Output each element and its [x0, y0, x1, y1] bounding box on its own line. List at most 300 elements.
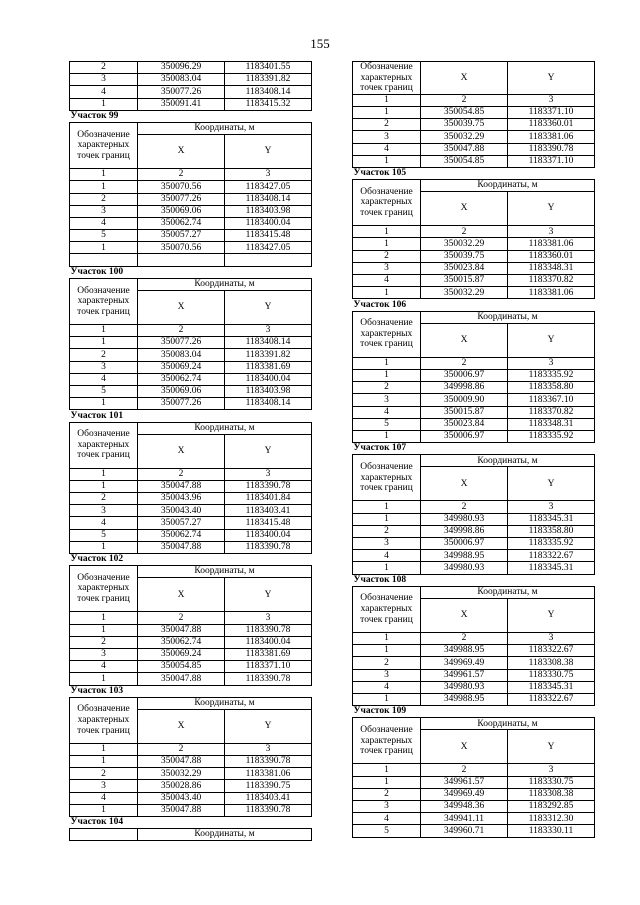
column-number: 1 [353, 357, 421, 369]
point-number: 2 [70, 62, 138, 74]
point-number: 3 [353, 131, 421, 143]
table-row [353, 513, 595, 525]
column-number: 2 [421, 94, 508, 106]
table-row [70, 768, 312, 780]
point-number: 3 [70, 74, 138, 86]
section-title: Участок 106 [353, 299, 407, 310]
table-row [70, 242, 312, 254]
x-header: X [138, 291, 225, 325]
y-coordinate: 1183381.06 [508, 287, 595, 299]
y-coordinate: 1183335.92 [508, 538, 595, 550]
y-coordinate: 1183403.41 [225, 505, 312, 517]
y-coordinate: 1183400.04 [225, 529, 312, 541]
point-number: 4 [353, 681, 421, 693]
section-title-row [353, 574, 595, 586]
point-number: 2 [353, 250, 421, 262]
x-coordinate: 349969.49 [421, 657, 508, 669]
y-coordinate: 1183403.98 [225, 205, 312, 217]
column-number-row [353, 94, 595, 106]
point-number: 3 [353, 538, 421, 550]
x-coordinate: 350039.75 [421, 119, 508, 131]
empty-cell [70, 829, 138, 841]
point-number: 4 [353, 813, 421, 825]
column-number: 1 [353, 94, 421, 106]
y-coordinate: 1183345.31 [508, 562, 595, 574]
column-number-row [353, 226, 595, 238]
x-coordinate: 350091.41 [138, 98, 225, 110]
designation-header: Обозначение характерных точек границ [353, 180, 421, 226]
designation-header: Обозначение характерных точек границ [353, 586, 421, 632]
section-title-row [70, 110, 312, 122]
point-number: 1 [70, 398, 138, 410]
header-row [70, 829, 312, 841]
point-number: 5 [70, 230, 138, 242]
table-row [70, 673, 312, 685]
x-coordinate: 350006.97 [421, 369, 508, 381]
x-coordinate: 350054.85 [138, 661, 225, 673]
x-header: X [421, 598, 508, 632]
table-row [70, 86, 312, 98]
header-row [353, 180, 595, 192]
table-row [353, 287, 595, 299]
x-coordinate: 350032.29 [421, 287, 508, 299]
y-coordinate: 1183391.82 [225, 74, 312, 86]
coords-header: Координаты, м [421, 455, 595, 467]
table-row [70, 517, 312, 529]
section-title: Участок 100 [70, 266, 124, 277]
y-header: Y [508, 598, 595, 632]
designation-header: Обозначение характерных точек границ [70, 422, 138, 468]
x-coordinate: 350054.85 [421, 106, 508, 118]
y-coordinate: 1183358.80 [508, 525, 595, 537]
x-coordinate: 350077.26 [138, 193, 225, 205]
x-header: X [138, 434, 225, 468]
table-row [353, 562, 595, 574]
x-coordinate: 350015.87 [421, 275, 508, 287]
y-coordinate: 1183415.32 [225, 98, 312, 110]
x-coordinate: 350043.40 [138, 792, 225, 804]
point-number: 3 [353, 669, 421, 681]
table-row [70, 661, 312, 673]
column-number: 2 [138, 612, 225, 624]
section-title: Участок 109 [353, 706, 407, 717]
y-coordinate: 1183381.06 [508, 238, 595, 250]
section-title-row [353, 443, 595, 455]
y-coordinate: 1183390.78 [508, 143, 595, 155]
y-coordinate: 1183381.69 [225, 361, 312, 373]
table-row [70, 804, 312, 816]
column-number-row [353, 501, 595, 513]
y-coordinate: 1183371.10 [508, 106, 595, 118]
y-coordinate: 1183370.82 [508, 406, 595, 418]
header-row [353, 455, 595, 467]
x-coordinate: 350069.24 [138, 648, 225, 660]
y-header: Y [508, 323, 595, 357]
y-coordinate: 1183348.31 [508, 418, 595, 430]
y-coordinate: 1183335.92 [508, 430, 595, 442]
x-coordinate: 350043.40 [138, 505, 225, 517]
table-row [353, 693, 595, 705]
column-number-row [70, 325, 312, 337]
table-row [353, 813, 595, 825]
point-number: 2 [353, 382, 421, 394]
designation-header: Обозначение характерных точек границ [70, 122, 138, 168]
point-number: 1 [70, 242, 138, 254]
table-row [353, 155, 595, 167]
header-row [70, 422, 312, 434]
y-coordinate: 1183322.67 [508, 645, 595, 657]
point-number: 4 [353, 406, 421, 418]
left-column [69, 61, 311, 841]
x-coordinate: 350057.27 [138, 517, 225, 529]
point-number: 1 [70, 181, 138, 193]
table-row [353, 418, 595, 430]
header-row [353, 586, 595, 598]
point-number: 1 [70, 756, 138, 768]
column-number: 1 [70, 169, 138, 181]
point-number: 1 [70, 541, 138, 553]
point-number: 3 [70, 780, 138, 792]
table-row [353, 106, 595, 118]
x-coordinate: 349980.93 [421, 513, 508, 525]
section-title: Участок 104 [70, 817, 124, 828]
designation-header: Обозначение характерных точек границ [353, 62, 421, 95]
point-number: 1 [353, 430, 421, 442]
point-number: 2 [353, 657, 421, 669]
point-number: 3 [353, 801, 421, 813]
y-coordinate: 1183358.80 [508, 382, 595, 394]
designation-header: Обозначение характерных точек границ [70, 566, 138, 612]
table-row [353, 382, 595, 394]
point-number: 4 [70, 373, 138, 385]
x-coordinate: 350006.97 [421, 538, 508, 550]
y-header: Y [508, 192, 595, 226]
header-row [353, 311, 595, 323]
header-row [70, 278, 312, 290]
point-number: 4 [353, 550, 421, 562]
y-coordinate: 1183335.92 [508, 369, 595, 381]
right-coordinates-table [352, 61, 595, 838]
x-coordinate: 350047.88 [138, 673, 225, 685]
x-coordinate: 350032.29 [138, 768, 225, 780]
point-number: 3 [353, 394, 421, 406]
x-coordinate: 350077.26 [138, 86, 225, 98]
y-coordinate: 1183345.31 [508, 513, 595, 525]
y-coordinate: 1183408.14 [225, 398, 312, 410]
point-number: 1 [353, 106, 421, 118]
x-coordinate: 349969.49 [421, 788, 508, 800]
y-coordinate: 1183330.75 [508, 776, 595, 788]
column-number: 3 [508, 357, 595, 369]
y-coordinate: 1183415.48 [225, 517, 312, 529]
section-title: Участок 102 [70, 554, 124, 565]
point-number: 2 [353, 525, 421, 537]
column-number: 1 [70, 468, 138, 480]
table-row [70, 385, 312, 397]
column-number: 3 [225, 169, 312, 181]
table-row [353, 788, 595, 800]
x-coordinate: 350009.90 [421, 394, 508, 406]
point-number: 4 [353, 143, 421, 155]
x-coordinate: 350032.29 [421, 238, 508, 250]
point-number: 1 [70, 624, 138, 636]
table-row [70, 373, 312, 385]
point-number: 1 [70, 804, 138, 816]
y-header: Y [225, 578, 312, 612]
header-row [70, 566, 312, 578]
section-title: Участок 101 [70, 410, 124, 421]
x-coordinate: 350062.74 [138, 373, 225, 385]
table-row [70, 756, 312, 768]
header-row [353, 718, 595, 730]
table-row [70, 193, 312, 205]
table-row [70, 624, 312, 636]
y-coordinate: 1183403.98 [225, 385, 312, 397]
point-number: 1 [70, 480, 138, 492]
table-row [70, 337, 312, 349]
x-header: X [421, 62, 508, 95]
table-row [70, 780, 312, 792]
column-number-row [70, 743, 312, 755]
column-number-row [70, 169, 312, 181]
coords-header: Координаты, м [421, 311, 595, 323]
x-coordinate: 350047.88 [138, 480, 225, 492]
x-coordinate: 350070.56 [138, 242, 225, 254]
column-number: 2 [421, 357, 508, 369]
y-coordinate: 1183371.10 [225, 661, 312, 673]
point-number: 1 [353, 562, 421, 574]
left-coordinates-table [69, 61, 312, 841]
column-number: 2 [421, 226, 508, 238]
point-number: 4 [70, 661, 138, 673]
right-column [352, 61, 594, 838]
x-coordinate: 350083.04 [138, 349, 225, 361]
column-number: 1 [70, 325, 138, 337]
point-number: 2 [353, 788, 421, 800]
y-coordinate: 1183330.75 [508, 669, 595, 681]
page-number: 155 [310, 36, 330, 51]
x-header: X [138, 578, 225, 612]
y-coordinate: 1183308.38 [508, 657, 595, 669]
point-number: 1 [70, 98, 138, 110]
y-coordinate: 1183400.04 [225, 636, 312, 648]
section-title-row [70, 685, 312, 697]
x-coordinate: 350015.87 [421, 406, 508, 418]
point-number: 5 [353, 418, 421, 430]
point-number: 2 [70, 349, 138, 361]
y-header: Y [225, 135, 312, 169]
point-number: 1 [353, 776, 421, 788]
x-header: X [421, 323, 508, 357]
point-number: 4 [70, 217, 138, 229]
point-number: 1 [353, 693, 421, 705]
x-coordinate: 349988.95 [421, 693, 508, 705]
y-coordinate: 1183370.82 [508, 275, 595, 287]
x-coordinate: 350057.27 [138, 230, 225, 242]
coords-header: Координаты, м [138, 566, 312, 578]
y-coordinate: 1183367.10 [508, 394, 595, 406]
column-number: 3 [225, 325, 312, 337]
coords-header: Координаты, м [138, 697, 312, 709]
table-row [353, 525, 595, 537]
table-row [70, 541, 312, 553]
x-coordinate: 350062.74 [138, 217, 225, 229]
x-coordinate: 350077.26 [138, 337, 225, 349]
x-coordinate: 349980.93 [421, 562, 508, 574]
x-coordinate: 350032.29 [421, 131, 508, 143]
point-number: 1 [353, 287, 421, 299]
y-coordinate: 1183400.04 [225, 217, 312, 229]
designation-header: Обозначение характерных точек границ [70, 278, 138, 324]
point-number: 2 [70, 193, 138, 205]
y-coordinate: 1183390.78 [225, 480, 312, 492]
column-number: 3 [508, 632, 595, 644]
section-title: Участок 99 [70, 111, 119, 122]
table-row [70, 648, 312, 660]
designation-header: Обозначение характерных точек границ [70, 697, 138, 743]
x-coordinate: 349948.36 [421, 801, 508, 813]
empty-cell [225, 254, 312, 266]
column-number: 1 [353, 764, 421, 776]
y-coordinate: 1183390.78 [225, 804, 312, 816]
column-number: 2 [138, 169, 225, 181]
table-row [70, 529, 312, 541]
section-title-row [70, 410, 312, 422]
table-row [70, 217, 312, 229]
y-coordinate: 1183408.14 [225, 86, 312, 98]
point-number: 4 [70, 86, 138, 98]
section-title: Участок 107 [353, 443, 407, 454]
y-coordinate: 1183415.48 [225, 230, 312, 242]
point-number: 4 [70, 792, 138, 804]
table-row [353, 119, 595, 131]
table-row [353, 143, 595, 155]
point-number: 2 [70, 768, 138, 780]
x-coordinate: 349961.57 [421, 776, 508, 788]
point-number: 2 [70, 636, 138, 648]
empty-cell [138, 254, 225, 266]
table-row [70, 349, 312, 361]
table-row [70, 230, 312, 242]
x-header: X [138, 135, 225, 169]
x-header: X [421, 192, 508, 226]
header-row [70, 122, 312, 134]
designation-header: Обозначение характерных точек границ [353, 311, 421, 357]
section-title: Участок 105 [353, 168, 407, 179]
x-coordinate: 350070.56 [138, 181, 225, 193]
table-row [353, 369, 595, 381]
coords-header: Координаты, м [421, 180, 595, 192]
table-row [353, 825, 595, 837]
column-number: 2 [138, 468, 225, 480]
y-coordinate: 1183391.82 [225, 349, 312, 361]
point-number: 1 [353, 155, 421, 167]
x-coordinate: 350043.96 [138, 493, 225, 505]
column-number: 3 [225, 743, 312, 755]
point-number: 1 [353, 238, 421, 250]
table-row [353, 406, 595, 418]
column-number: 3 [508, 94, 595, 106]
header-row [353, 62, 595, 95]
y-coordinate: 1183381.69 [225, 648, 312, 660]
point-number: 3 [353, 262, 421, 274]
table-row [70, 74, 312, 86]
section-title-row [353, 299, 595, 311]
column-number: 1 [353, 226, 421, 238]
x-coordinate: 350047.88 [138, 804, 225, 816]
x-header: X [138, 709, 225, 743]
point-number: 1 [353, 369, 421, 381]
x-coordinate: 350077.26 [138, 398, 225, 410]
header-row [70, 697, 312, 709]
column-number: 3 [225, 468, 312, 480]
y-coordinate: 1183427.05 [225, 181, 312, 193]
table-row [353, 250, 595, 262]
y-coordinate: 1183330.11 [508, 825, 595, 837]
x-coordinate: 349988.95 [421, 550, 508, 562]
x-coordinate: 350039.75 [421, 250, 508, 262]
x-coordinate: 349988.95 [421, 645, 508, 657]
point-number: 5 [70, 385, 138, 397]
table-row [70, 361, 312, 373]
y-coordinate: 1183390.75 [225, 780, 312, 792]
column-number-row [353, 357, 595, 369]
table-row [70, 505, 312, 517]
x-coordinate: 349980.93 [421, 681, 508, 693]
empty-cell [70, 254, 138, 266]
point-number: 5 [70, 529, 138, 541]
table-row [353, 550, 595, 562]
point-number: 3 [70, 361, 138, 373]
point-number: 3 [70, 205, 138, 217]
blank-row [70, 254, 312, 266]
y-coordinate: 1183400.04 [225, 373, 312, 385]
column-number: 3 [225, 612, 312, 624]
y-coordinate: 1183390.78 [225, 541, 312, 553]
table-row [353, 131, 595, 143]
column-number: 2 [421, 501, 508, 513]
table-row [70, 98, 312, 110]
y-coordinate: 1183360.01 [508, 250, 595, 262]
y-coordinate: 1183381.06 [508, 131, 595, 143]
column-number-row [353, 632, 595, 644]
x-coordinate: 349941.11 [421, 813, 508, 825]
x-coordinate: 350069.06 [138, 385, 225, 397]
x-header: X [421, 730, 508, 764]
y-coordinate: 1183408.14 [225, 193, 312, 205]
table-row [353, 238, 595, 250]
point-number: 1 [353, 645, 421, 657]
point-number: 1 [70, 337, 138, 349]
x-coordinate: 350062.74 [138, 529, 225, 541]
column-number: 1 [70, 743, 138, 755]
x-coordinate: 350047.88 [138, 756, 225, 768]
table-row [70, 792, 312, 804]
y-coordinate: 1183390.78 [225, 673, 312, 685]
table-row [353, 657, 595, 669]
point-number: 1 [70, 673, 138, 685]
column-number: 1 [70, 612, 138, 624]
x-coordinate: 350069.24 [138, 361, 225, 373]
y-coordinate: 1183292.85 [508, 801, 595, 813]
x-coordinate: 350006.97 [421, 430, 508, 442]
column-number: 3 [508, 501, 595, 513]
y-coordinate: 1183345.31 [508, 681, 595, 693]
column-number: 2 [421, 764, 508, 776]
point-number: 5 [353, 825, 421, 837]
section-title-row [70, 817, 312, 829]
coords-header: Координаты, м [138, 829, 312, 841]
